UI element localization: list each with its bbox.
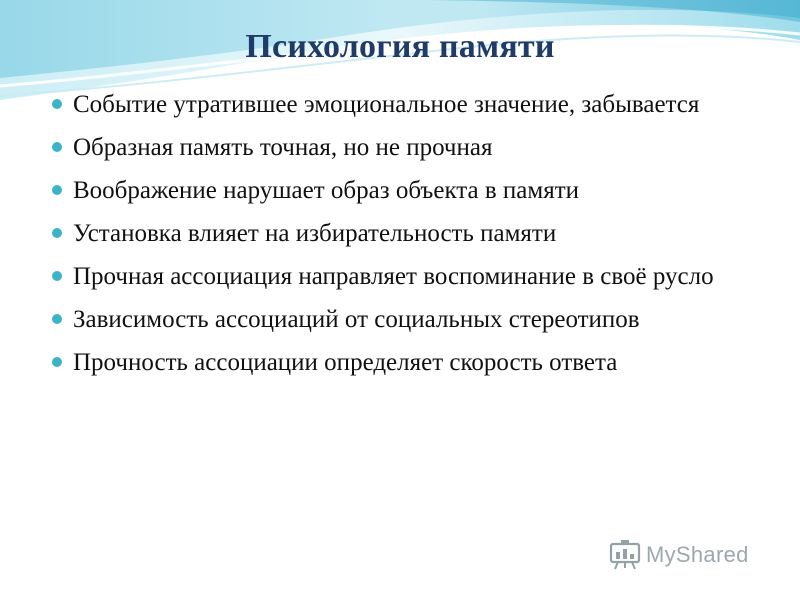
- bullet-text: Зависимость ассоциаций от социальных стереотипов: [73, 306, 640, 333]
- bullet-text: Событие утратившее эмоциональное значение, забывается: [73, 91, 700, 118]
- bullet-item: [50, 346, 770, 380]
- bullet-text: Образная память точная, но не прочная: [73, 134, 493, 161]
- bullet-list: [50, 88, 770, 389]
- watermark-text: MyShared: [646, 542, 749, 567]
- bullet-text: Установка влияет на избирательность памяти: [73, 220, 557, 247]
- bullet-text: Прочная ассоциация направляет воспоминание в своё русло: [73, 263, 714, 290]
- bullet-marker-icon: [52, 314, 62, 324]
- bullet-item: [50, 260, 770, 294]
- slide-title: Психология памяти: [245, 28, 555, 65]
- bullet-item: [50, 131, 770, 165]
- bullet-marker-icon: [52, 357, 62, 367]
- bullet-marker-icon: [52, 271, 62, 281]
- bullet-marker-icon: [52, 228, 62, 238]
- bullet-marker-icon: [52, 142, 62, 152]
- presentation-board-icon: [608, 538, 642, 572]
- bullet-item: [50, 217, 770, 251]
- myshared-watermark[interactable]: [608, 537, 749, 573]
- bullet-item: [50, 174, 770, 208]
- bullet-marker-icon: [52, 99, 62, 109]
- bullet-text: Прочность ассоциации определяет скорость ответа: [73, 349, 618, 376]
- bullet-item: [50, 303, 770, 337]
- bullet-marker-icon: [52, 185, 62, 195]
- bullet-text: Воображение нарушает образ объекта в памяти: [73, 177, 580, 204]
- bullet-item: [50, 88, 770, 122]
